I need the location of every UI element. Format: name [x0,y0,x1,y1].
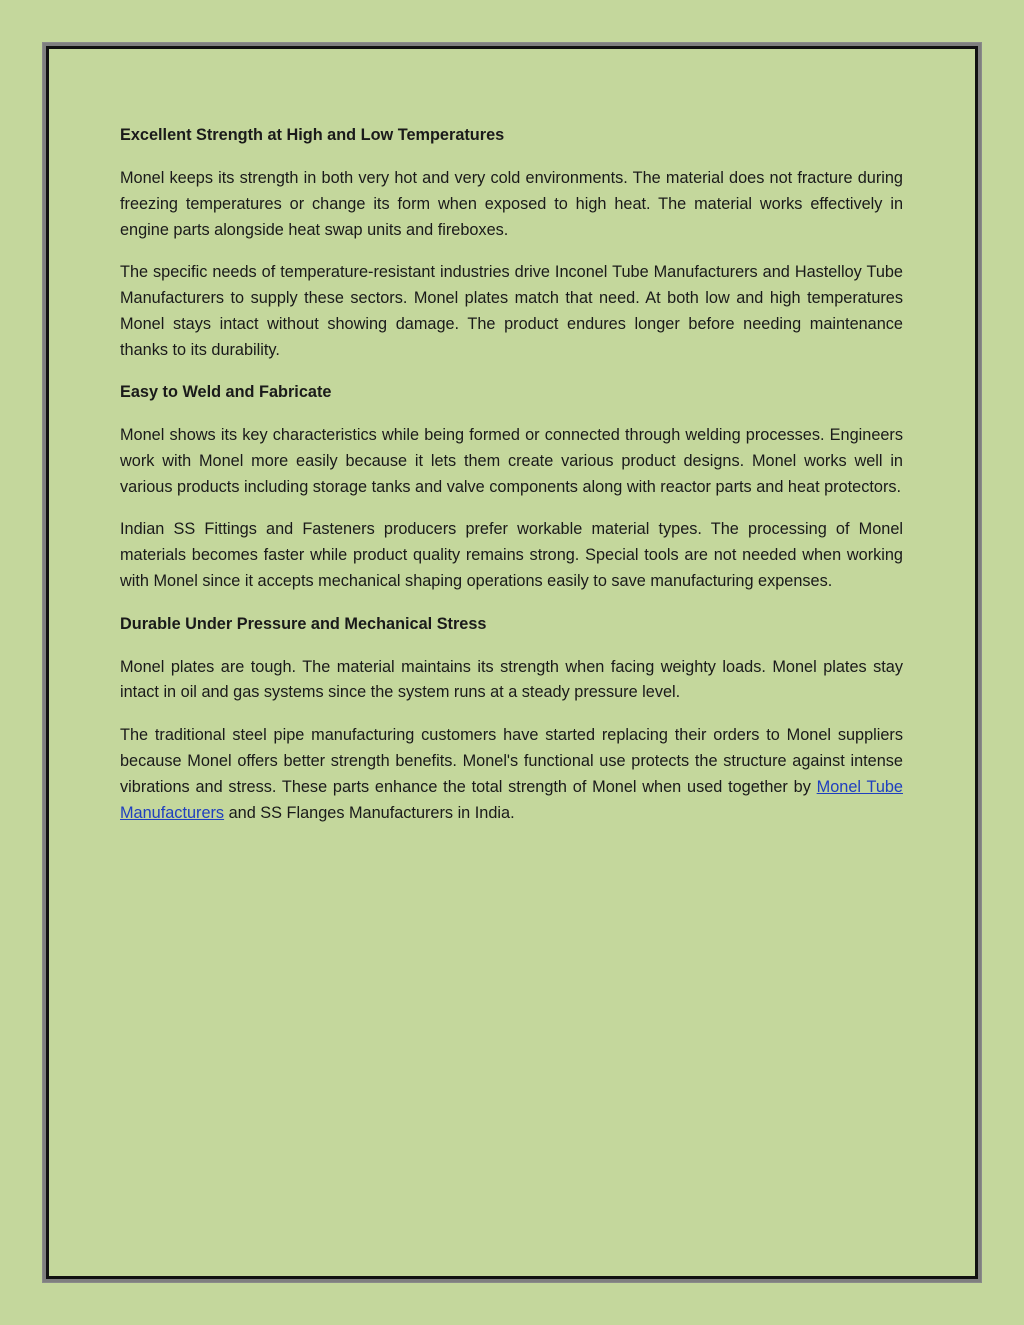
section-heading-strength: Excellent Strength at High and Low Temperatures [120,126,505,144]
paragraph-text: and SS Flanges Manufacturers in India. [224,803,515,822]
paragraph: Monel keeps its strength in both very hot and very cold environments. The material does not fracture during freezing temperatures or change its form when exposed to high heat. The material works effectively in engine parts alongside heat swap units and fireboxes. [120,168,903,239]
page-frame [42,42,982,1283]
page-border [46,46,978,1279]
paragraph: Monel plates are tough. The material maintains its strength when facing weighty loads. Monel plates stay intact in oil and gas systems since the system runs at a steady pressure level. [120,657,903,702]
paragraph: Indian SS Fittings and Fasteners producers prefer workable material types. The processing of Monel materials becomes faster while product quality remains strong. Special tools are not needed when working with Monel since it accepts mechanical shaping operations easily to save manufacturing expenses. [120,520,903,591]
paragraph: Monel shows its key characteristics while being formed or connected through welding processes. Engineers work with Monel more easily because it lets them create various product designs. Monel works well in various products including storage tanks and valve components along with reactor parts and heat protectors. [120,426,903,496]
paragraph-with-link [120,723,903,827]
paragraph: The specific needs of temperature-resistant industries drive Inconel Tube Manufacturers and Hastelloy Tube Manufacturers to supply these sectors. Monel plates match that need. At both low and high temperatures Monel stays intact without showing damage. The product endures longer before needing maintenance thanks to its durability. [120,263,903,359]
monel-tube-manufacturers-link[interactable]: Monel Tube Manufacturers [120,777,903,822]
section-heading-pressure: Durable Under Pressure and Mechanical Stress [120,614,487,633]
document-body [120,123,903,843]
section-heading-weld: Easy to Weld and Fabricate [120,383,332,402]
paragraph-text: The traditional steel pipe manufacturing customers have started replacing their orders to Monel suppliers because Monel offers better strength benefits. Monel's functional use protects the structure against intense vibrations and stress. These parts enhance the total strength of Monel when used together by [120,725,903,796]
